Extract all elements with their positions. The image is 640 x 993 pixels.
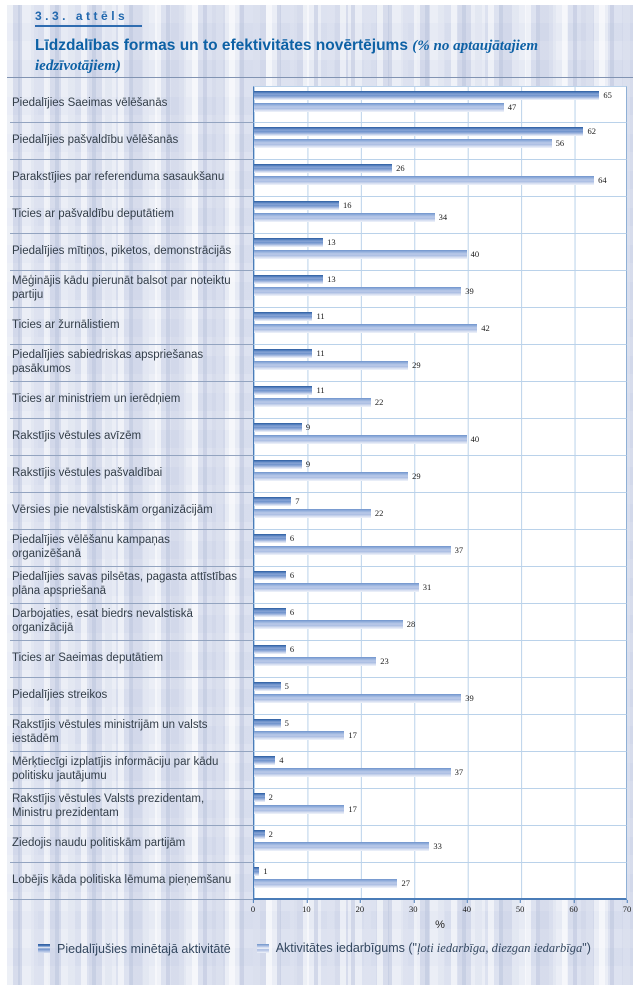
bar-value-label: 39 [465, 286, 474, 296]
bar-chart [10, 86, 627, 900]
category-label: Ticies ar žurnālistiem [10, 308, 253, 345]
bar-value-label: 2 [268, 829, 273, 839]
bar-effectiveness [254, 213, 435, 222]
chart-row [10, 308, 627, 345]
chart-row [10, 456, 627, 493]
x-tick-label: 30 [409, 904, 418, 914]
bar-value-label: 33 [433, 841, 442, 851]
plot-area-row [253, 271, 627, 308]
bar-participated [254, 349, 312, 358]
bar-value-label: 62 [587, 126, 596, 136]
chart-row [10, 345, 627, 382]
bar-participated [254, 127, 583, 136]
bar-value-label: 11 [316, 385, 325, 395]
legend-item-participated [38, 942, 231, 956]
category-label: Ziedojis naudu politiskām partijām [10, 826, 253, 863]
bar-value-label: 13 [327, 237, 336, 247]
x-tick-label: 10 [302, 904, 311, 914]
bar-value-label: 5 [284, 718, 289, 728]
x-axis-label: % [435, 919, 445, 931]
x-tick-label: 70 [622, 904, 632, 914]
bar-value-label: 17 [348, 730, 357, 740]
chart-row [10, 86, 627, 123]
bar-effectiveness [254, 472, 408, 481]
bar-participated [254, 386, 312, 395]
plot-area-row [253, 419, 627, 456]
chart-title-subnote: (% no aptaujātajiem iedzīvotājiem) [35, 38, 539, 74]
bar-value-label: 42 [481, 323, 490, 333]
chart-row [10, 826, 627, 863]
bar-value-label: 37 [454, 767, 464, 777]
bar-effectiveness [254, 509, 371, 518]
bar-value-label: 11 [316, 348, 325, 358]
x-tick-label: 0 [250, 904, 256, 914]
category-label: Piedalījies streikos [10, 678, 253, 715]
bar-value-label: 47 [507, 102, 517, 112]
plot-area-row [253, 530, 627, 567]
category-label: Rakstījis vēstules pašvaldībai [10, 456, 253, 493]
category-label: Rakstījis vēstules Valsts prezidentam, Ministru prezidentam [10, 789, 253, 826]
bar-value-label: 27 [401, 878, 410, 888]
bar-effectiveness [254, 657, 376, 666]
bar-effectiveness [254, 176, 594, 185]
plot-area-row [253, 456, 627, 493]
plot-area-row [253, 604, 627, 641]
chart-row [10, 678, 627, 715]
legend-swatch-light-icon [257, 944, 269, 953]
legend-item-effectiveness [257, 941, 591, 956]
bar-participated [254, 608, 286, 617]
category-label: Mēģinājis kādu pierunāt balsot par noteiktu partiju [10, 271, 253, 308]
bar-participated [254, 571, 286, 580]
bar-value-label: 6 [289, 533, 295, 543]
bar-value-label: 13 [327, 274, 336, 284]
bar-value-label: 26 [396, 163, 405, 173]
bar-value-label: 29 [412, 360, 421, 370]
x-tick-label: 20 [355, 904, 365, 914]
plot-area-row [253, 197, 627, 234]
category-label: Piedalījies sabiedriskas apspriešanas pasākumos [10, 345, 253, 382]
chart-row [10, 271, 627, 308]
bar-participated [254, 201, 339, 210]
plot-area-row [253, 789, 627, 826]
plot-area-row [253, 863, 627, 900]
bar-value-label: 39 [465, 693, 474, 703]
bar-participated [254, 756, 275, 765]
category-label: Piedalījies vēlēšanu kampaņas organizēšanā [10, 530, 253, 567]
category-label: Ticies ar Saeimas deputātiem [10, 641, 253, 678]
bar-value-label: 5 [284, 681, 289, 691]
plot-area-row [253, 123, 627, 160]
chart-row [10, 530, 627, 567]
chart-title [35, 36, 610, 76]
bar-value-label: 6 [289, 607, 295, 617]
category-label: Ticies ar ministriem un ierēdņiem [10, 382, 253, 419]
plot-area-row [253, 234, 627, 271]
bar-value-label: 1 [263, 866, 268, 876]
bar-effectiveness [254, 250, 467, 259]
bar-value-label: 29 [412, 471, 421, 481]
legend-swatch-dark-icon [38, 944, 50, 953]
legend-label-participated: Piedalījušies minētajā aktivitātē [57, 941, 231, 956]
bar-value-label: 4 [279, 755, 284, 765]
bar-value-label: 6 [289, 570, 295, 580]
category-label: Piedalījies savas pilsētas, pagasta attīstības plāna apspriešanā [10, 567, 253, 604]
bar-value-label: 16 [343, 200, 352, 210]
bar-participated [254, 312, 312, 321]
chart-row [10, 234, 627, 271]
bar-participated [254, 867, 259, 876]
plot-area-row [253, 308, 627, 345]
chart-row [10, 493, 627, 530]
plot-area-row [253, 826, 627, 863]
category-label: Rakstījis vēstules avīzēm [10, 419, 253, 456]
figure-label: 3.3. attēls [35, 9, 142, 27]
bar-effectiveness [254, 546, 451, 555]
x-tick-label: 60 [569, 904, 578, 914]
chart-row [10, 715, 627, 752]
bar-effectiveness [254, 361, 408, 370]
category-label: Lobējis kāda politiska lēmuma pieņemšanu [10, 863, 253, 900]
bar-value-label: 7 [295, 496, 300, 506]
category-label: Piedalījies Saeimas vēlēšanās [10, 86, 253, 123]
plot-area-row [253, 160, 627, 197]
category-label: Piedalījies mītiņos, piketos, demonstrācijās [10, 234, 253, 271]
plot-area-row [253, 678, 627, 715]
bar-value-label: 23 [380, 656, 389, 666]
legend-label-effectiveness: Aktivitātes iedarbīgums ("ļoti iedarbīga, diezgan iedarbīga") [275, 941, 591, 955]
bar-value-label: 22 [374, 508, 384, 518]
bar-effectiveness [254, 435, 467, 444]
plot-area-row [253, 382, 627, 419]
bar-effectiveness [254, 694, 461, 703]
bar-effectiveness [254, 103, 504, 112]
chart-row [10, 752, 627, 789]
chart-row [10, 641, 627, 678]
bar-participated [254, 682, 281, 691]
bar-participated [254, 719, 281, 728]
chart-row [10, 123, 627, 160]
category-label: Parakstījies par referenduma sasaukšanu [10, 160, 253, 197]
category-label: Piedalījies pašvaldību vēlēšanās [10, 123, 253, 160]
category-label: Mērķtiecīgi izplatījis informāciju par kādu politisku jautājumu [10, 752, 253, 789]
bar-value-label: 17 [348, 804, 357, 814]
bar-value-label: 22 [374, 397, 384, 407]
bar-value-label: 64 [598, 175, 607, 185]
chart-row [10, 419, 627, 456]
bar-participated [254, 497, 291, 506]
chart-row [10, 382, 627, 419]
bar-effectiveness [254, 620, 403, 629]
bar-effectiveness [254, 879, 397, 888]
bar-value-label: 9 [305, 422, 311, 432]
bar-value-label: 9 [305, 459, 311, 469]
category-label: Vērsies pie nevalstiskām organizācijām [10, 493, 253, 530]
plot-area-row [253, 86, 627, 123]
chart-row [10, 197, 627, 234]
category-label: Rakstījis vēstules ministrijām un valsts iestādēm [10, 715, 253, 752]
chart-title-main: Līdzdalības formas un to efektivitātes novērtējums [35, 37, 413, 54]
chart-row [10, 863, 627, 900]
plot-area-row [253, 493, 627, 530]
title-divider [7, 77, 633, 78]
chart-legend [38, 941, 591, 956]
bar-effectiveness [254, 768, 451, 777]
bar-participated [254, 91, 599, 100]
bar-value-label: 34 [438, 212, 448, 222]
category-label: Darbojaties, esat biedrs nevalstiskā organizācijā [10, 604, 253, 641]
bar-effectiveness [254, 805, 344, 814]
chart-row [10, 789, 627, 826]
bar-participated [254, 275, 323, 284]
bar-effectiveness [254, 139, 552, 148]
chart-row [10, 604, 627, 641]
bar-participated [254, 830, 265, 839]
bar-effectiveness [254, 287, 461, 296]
bar-effectiveness [254, 324, 477, 333]
chart-row [10, 160, 627, 197]
bar-effectiveness [254, 583, 419, 592]
bar-effectiveness [254, 398, 371, 407]
chart-row [10, 567, 627, 604]
bar-participated [254, 238, 323, 247]
x-axis-ticks [250, 900, 632, 916]
bar-value-label: 40 [470, 434, 480, 444]
bar-value-label: 65 [603, 90, 612, 100]
plot-area-row [253, 345, 627, 382]
plot-area-row [253, 715, 627, 752]
bar-value-label: 2 [268, 792, 273, 802]
bar-participated [254, 645, 286, 654]
bar-value-label: 37 [454, 545, 464, 555]
bar-effectiveness [254, 842, 429, 851]
bar-value-label: 28 [406, 619, 416, 629]
plot-area-row [253, 752, 627, 789]
bar-participated [254, 793, 265, 802]
plot-area-row [253, 567, 627, 604]
bar-value-label: 31 [422, 582, 432, 592]
bar-value-label: 6 [289, 644, 295, 654]
category-label: Ticies ar pašvaldību deputātiem [10, 197, 253, 234]
bar-effectiveness [254, 731, 344, 740]
bar-value-label: 56 [555, 138, 565, 148]
bar-participated [254, 460, 302, 469]
bar-value-label: 40 [470, 249, 480, 259]
plot-area-row [253, 641, 627, 678]
x-tick-label: 40 [462, 904, 471, 914]
bar-participated [254, 423, 302, 432]
bar-value-label: 11 [316, 311, 325, 321]
bar-participated [254, 164, 392, 173]
x-tick-label: 50 [515, 904, 525, 914]
bar-participated [254, 534, 286, 543]
